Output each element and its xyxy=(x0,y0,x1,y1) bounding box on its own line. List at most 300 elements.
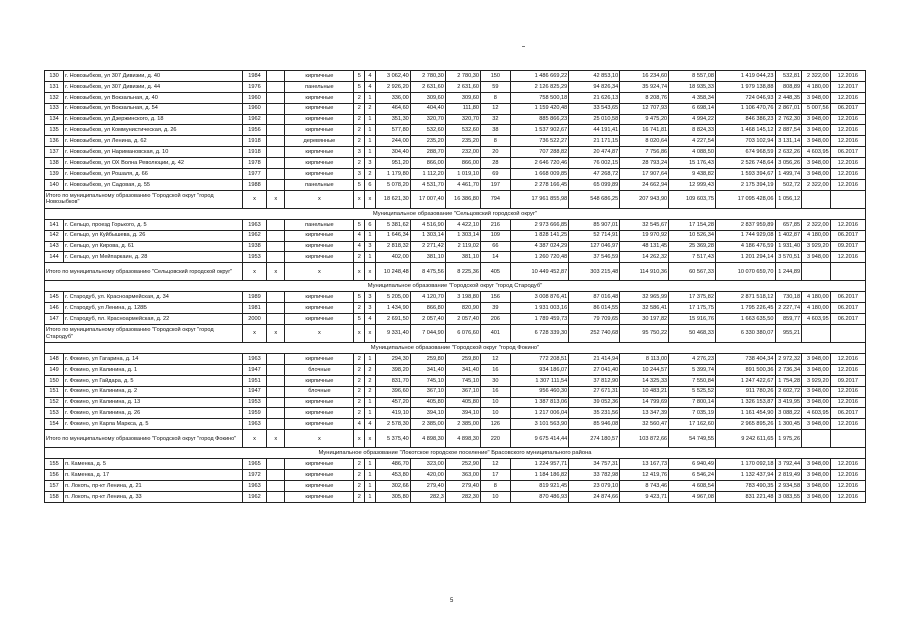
table-cell: 405,80 xyxy=(410,397,445,408)
table-cell: 259,80 xyxy=(410,354,445,365)
table-cell: 8 020,64 xyxy=(620,136,669,147)
table-cell: 3 948,00 xyxy=(802,169,831,180)
table-cell: 16 234,60 xyxy=(620,71,669,82)
table-cell: 94 826,34 xyxy=(569,81,620,92)
table-cell: 1 668 009,85 xyxy=(510,169,568,180)
table-row xyxy=(45,364,866,375)
table-cell: 150 xyxy=(480,71,510,82)
table-cell: 3 792,44 xyxy=(775,459,802,470)
table-cell xyxy=(267,81,285,92)
table-cell: 309,60 xyxy=(410,92,445,103)
table-row xyxy=(45,470,866,481)
table-cell: 06.2017 xyxy=(830,103,865,114)
table-cell: кирпичные xyxy=(285,303,354,314)
table-cell: 1 307 111,54 xyxy=(510,375,568,386)
table-cell: 06.2017 xyxy=(830,408,865,419)
section-title: Муниципальное образование "Городской округ "город Фокино" xyxy=(45,343,866,354)
table-cell: 1981 xyxy=(242,303,266,314)
table-cell: 1 xyxy=(365,252,376,263)
table-cell: кирпичные xyxy=(285,252,354,263)
table-cell: 157 xyxy=(45,481,64,492)
table-cell: 5 xyxy=(354,81,365,92)
table-cell: 1 xyxy=(365,397,376,408)
table-cell: 724 046,93 xyxy=(715,92,775,103)
table-row xyxy=(45,92,866,103)
table-cell: кирпичные xyxy=(285,92,354,103)
table-cell: 59 xyxy=(480,81,510,92)
table-cell: 404,40 xyxy=(410,103,445,114)
table-cell: 2000 xyxy=(242,314,266,325)
table-cell: 6 546,24 xyxy=(669,470,716,481)
table-cell: 1953 xyxy=(242,252,266,263)
table-cell: 2 xyxy=(365,364,376,375)
table-cell: 4 xyxy=(354,241,365,252)
total-x: х xyxy=(285,263,354,281)
table-cell: 4 461,70 xyxy=(445,179,480,190)
table-cell: 3 948,00 xyxy=(802,491,831,502)
table-cell: г. Фокино, ул Калинина, д. 13 xyxy=(64,397,243,408)
table-cell: 27 041,40 xyxy=(569,364,620,375)
table-cell: 405,80 xyxy=(445,397,480,408)
table-cell: 6 xyxy=(365,179,376,190)
table-cell: 79 709,65 xyxy=(569,314,620,325)
section-header-row xyxy=(45,343,866,354)
total-fund-4: 9 242 611,65 xyxy=(715,430,775,448)
table-cell: 37 812,90 xyxy=(569,375,620,386)
table-cell: 32 965,99 xyxy=(620,292,669,303)
table-cell: 35 231,56 xyxy=(569,408,620,419)
table-cell: 657,85 xyxy=(775,219,802,230)
table-cell: 12.2016 xyxy=(830,71,865,82)
total-x: х xyxy=(285,430,354,448)
table-cell: блочные xyxy=(285,386,354,397)
table-cell: 1 xyxy=(365,230,376,241)
table-cell: 398,20 xyxy=(375,364,410,375)
table-cell: 14 262,32 xyxy=(620,252,669,263)
total-x: х xyxy=(354,325,365,343)
table-cell: 152 xyxy=(45,397,64,408)
table-cell: 4 967,08 xyxy=(669,491,716,502)
table-cell: 1 xyxy=(365,408,376,419)
table-cell: 4 186 476,59 xyxy=(715,241,775,252)
table-cell: 3 948,00 xyxy=(802,397,831,408)
table-cell: 4 180,00 xyxy=(802,292,831,303)
table-cell: 3 xyxy=(365,158,376,169)
table-cell: 1 744 929,08 xyxy=(715,230,775,241)
table-cell: 859,77 xyxy=(775,314,802,325)
table-cell: г. Новозыбков, ул ОХ Волна Революции, д. 42 xyxy=(64,158,243,169)
total-empty xyxy=(830,430,865,448)
table-row xyxy=(45,147,866,158)
table-cell: 132 xyxy=(45,92,64,103)
table-cell: 951,20 xyxy=(375,158,410,169)
table-cell: 3 008 876,41 xyxy=(510,292,568,303)
table-cell: 8 113,00 xyxy=(620,354,669,365)
table-cell: 302,66 xyxy=(375,481,410,492)
table-cell xyxy=(267,136,285,147)
table-cell: 2 780,30 xyxy=(445,71,480,82)
table-cell: 1976 xyxy=(242,81,266,92)
table-cell: 846 386,23 xyxy=(715,114,775,125)
table-cell: 320,70 xyxy=(445,114,480,125)
table-cell: 143 xyxy=(45,241,64,252)
table-cell: 17 175,75 xyxy=(669,303,716,314)
table-cell: 1963 xyxy=(242,354,266,365)
table-row xyxy=(45,397,866,408)
table-cell: 1959 xyxy=(242,408,266,419)
total-unit-cost: 1 975,26 xyxy=(775,430,802,448)
table-row xyxy=(45,292,866,303)
total-empty xyxy=(830,263,865,281)
table-cell: деревянные xyxy=(285,136,354,147)
table-row xyxy=(45,179,866,190)
table-cell: г. Фокино, ул Калинина, д. 1 xyxy=(64,364,243,375)
table-cell: 12.2016 xyxy=(830,491,865,502)
table-cell: 3 062,40 xyxy=(375,71,410,82)
table-cell: г. Новозыбков, ул Дзержинского, д. 18 xyxy=(64,114,243,125)
total-x: х xyxy=(285,190,354,208)
table-cell: 12 419,76 xyxy=(620,470,669,481)
table-cell: 2 867,01 xyxy=(775,103,802,114)
table-cell: 2 xyxy=(365,386,376,397)
table-cell: 2 780,30 xyxy=(410,71,445,82)
table-cell: 10 xyxy=(480,408,510,419)
total-area-premises: 8 475,56 xyxy=(410,263,445,281)
table-cell: кирпичные xyxy=(285,408,354,419)
table-cell: 703 102,94 xyxy=(715,136,775,147)
table-cell: 3 198,80 xyxy=(445,292,480,303)
table-row xyxy=(45,125,866,136)
table-cell: 32 xyxy=(480,114,510,125)
table-cell: кирпичные xyxy=(285,491,354,502)
table-cell: 8 xyxy=(480,136,510,147)
table-cell: 1962 xyxy=(242,114,266,125)
table-cell: 2 887,54 xyxy=(775,125,802,136)
table-cell: 2 126 825,29 xyxy=(510,81,568,92)
table-cell: 216 xyxy=(480,219,510,230)
table-cell xyxy=(267,71,285,82)
table-cell: 06.2017 xyxy=(830,147,865,158)
table-cell: 1 xyxy=(365,481,376,492)
table-cell: кирпичные xyxy=(285,459,354,470)
table-cell: 305,80 xyxy=(375,491,410,502)
table-cell: 1953 xyxy=(242,397,266,408)
table-cell: 2 578,30 xyxy=(375,419,410,430)
table-cell: 2 xyxy=(365,169,376,180)
total-x: х xyxy=(365,325,376,343)
table-row xyxy=(45,408,866,419)
table-cell: 259,80 xyxy=(445,354,480,365)
table-cell: 12.2016 xyxy=(830,136,865,147)
table-cell: 2 xyxy=(354,481,365,492)
table-cell xyxy=(267,292,285,303)
table-cell: 12 xyxy=(480,103,510,114)
table-cell: 13 347,39 xyxy=(620,408,669,419)
table-cell: 419,10 xyxy=(375,408,410,419)
table-cell: 1962 xyxy=(242,491,266,502)
table-cell: 8 824,33 xyxy=(669,125,716,136)
table-cell: 3 xyxy=(365,303,376,314)
table-cell: 5 xyxy=(354,71,365,82)
table-cell: г. Фокино, ул Калинина, д. 2 xyxy=(64,386,243,397)
table-cell: г. Сельцо, ул Куйбышева, д. 26 xyxy=(64,230,243,241)
table-cell: 30 197,82 xyxy=(620,314,669,325)
table-cell: 136 xyxy=(45,136,64,147)
table-cell: 1 xyxy=(365,114,376,125)
table-cell xyxy=(267,230,285,241)
table-cell: 4 603,95 xyxy=(802,147,831,158)
total-label: Итого по муниципальному образованию "Городской округ "город Фокино" xyxy=(45,430,243,448)
table-cell: 7 800,14 xyxy=(669,397,716,408)
table-cell: 2 762,30 xyxy=(775,114,802,125)
table-cell: 457,20 xyxy=(375,397,410,408)
table-cell: 3 088,22 xyxy=(775,408,802,419)
table-cell: 2 972,32 xyxy=(775,354,802,365)
table-row xyxy=(45,81,866,92)
table-cell: 2 xyxy=(354,92,365,103)
table-cell: 3 948,00 xyxy=(802,114,831,125)
table-cell: п. Каменка, д. 5 xyxy=(64,459,243,470)
table-cell: панельные xyxy=(285,219,354,230)
table-cell: 47 268,72 xyxy=(569,169,620,180)
total-fund-2: 95 750,22 xyxy=(620,325,669,343)
table-cell xyxy=(267,354,285,365)
table-cell: 1 303,14 xyxy=(410,230,445,241)
table-cell: 12.2016 xyxy=(830,459,865,470)
table-row xyxy=(45,114,866,125)
table-cell xyxy=(267,158,285,169)
table-cell: 532,60 xyxy=(445,125,480,136)
table-cell: 12.2016 xyxy=(830,364,865,375)
table-cell: 279,40 xyxy=(445,481,480,492)
table-cell: 30 xyxy=(480,375,510,386)
table-cell: 1918 xyxy=(242,147,266,158)
table-cell xyxy=(267,364,285,375)
table-cell: 09.2017 xyxy=(830,241,865,252)
total-unit-cost: 1 244,89 xyxy=(775,263,802,281)
table-cell xyxy=(267,419,285,430)
table-cell: 14 799,69 xyxy=(620,397,669,408)
table-cell xyxy=(267,491,285,502)
table-cell: 15 176,43 xyxy=(669,158,716,169)
table-cell: г. Стародуб, ул. Красноармейская, д. 34 xyxy=(64,292,243,303)
table-cell: 1 019,10 xyxy=(445,169,480,180)
total-fund-4: 17 095 428,06 xyxy=(715,190,775,208)
table-cell: 831,70 xyxy=(375,375,410,386)
table-cell: 12.2016 xyxy=(830,114,865,125)
document-sheet xyxy=(44,70,866,503)
table-cell: 1 326 153,87 xyxy=(715,397,775,408)
table-cell: 16 741,81 xyxy=(620,125,669,136)
housing-register-table xyxy=(44,70,866,503)
table-cell: 1 159 420,48 xyxy=(510,103,568,114)
table-cell: 32 560,47 xyxy=(620,419,669,430)
table-cell: 206 xyxy=(480,314,510,325)
table-cell: 367,10 xyxy=(410,386,445,397)
table-cell: 12 xyxy=(480,459,510,470)
table-cell: 17 162,60 xyxy=(669,419,716,430)
table-cell: 2 448,35 xyxy=(775,92,802,103)
table-cell: 2 602,72 xyxy=(775,386,802,397)
table-cell: 1972 xyxy=(242,470,266,481)
table-cell: 3 056,26 xyxy=(775,158,802,169)
page-number: 5 xyxy=(450,598,454,604)
table-cell: 934 186,07 xyxy=(510,364,568,375)
table-cell: 140 xyxy=(45,179,64,190)
table-cell: 158 xyxy=(45,491,64,502)
table-cell: 745,10 xyxy=(410,375,445,386)
table-cell: 21 626,13 xyxy=(569,92,620,103)
table-cell: г. Фокино, ул Гагарина, д. 14 xyxy=(64,354,243,365)
total-empty xyxy=(830,190,865,208)
table-cell: 1938 xyxy=(242,241,266,252)
table-cell: 831 221,48 xyxy=(715,491,775,502)
table-cell: 1 132 437,94 xyxy=(715,470,775,481)
table-cell: 126 xyxy=(480,419,510,430)
table-cell: 1947 xyxy=(242,364,266,375)
table-cell: 135 xyxy=(45,125,64,136)
table-cell: 37 546,59 xyxy=(569,252,620,263)
table-cell: 20 474,87 xyxy=(569,147,620,158)
table-cell: 2 631,60 xyxy=(410,81,445,92)
total-cost: 6 728 339,30 xyxy=(510,325,568,343)
table-cell: кирпичные xyxy=(285,230,354,241)
table-cell: 4 276,23 xyxy=(669,354,716,365)
table-cell: 1 xyxy=(365,470,376,481)
table-cell: 12 707,93 xyxy=(620,103,669,114)
table-cell: 153 xyxy=(45,408,64,419)
table-cell: 2 819,49 xyxy=(775,470,802,481)
table-cell: г. Новозыбков, ул Вокзальная, д. 40 xyxy=(64,92,243,103)
total-label: Итого по муниципальному образованию "Городской округ "город Стародуб" xyxy=(45,325,243,343)
table-cell: 891 500,36 xyxy=(715,364,775,375)
table-cell: г. Новозыбков, ул Наримановская, д. 10 xyxy=(64,147,243,158)
table-cell: 9 438,82 xyxy=(669,169,716,180)
table-cell: 1 260 720,48 xyxy=(510,252,568,263)
table-row xyxy=(45,354,866,365)
table-body xyxy=(45,71,866,503)
table-cell: 808,89 xyxy=(775,81,802,92)
total-area-residential: 4 898,30 xyxy=(445,430,480,448)
table-cell: 5 525,52 xyxy=(669,386,716,397)
total-x: х xyxy=(267,325,285,343)
table-cell: г. Фокино, ул Гайдара, д. 5 xyxy=(64,375,243,386)
table-cell: 1 xyxy=(365,354,376,365)
table-cell: 8 xyxy=(480,481,510,492)
table-cell: блочные xyxy=(285,364,354,375)
table-cell: 06.2017 xyxy=(830,292,865,303)
total-x: х xyxy=(242,190,266,208)
table-cell: 532,81 xyxy=(775,71,802,82)
table-cell: 304,40 xyxy=(375,147,410,158)
table-cell: кирпичные xyxy=(285,147,354,158)
table-cell: 10 xyxy=(480,491,510,502)
table-cell: 39 xyxy=(480,303,510,314)
table-cell: 1960 xyxy=(242,103,266,114)
table-cell: 2 691,50 xyxy=(375,314,410,325)
table-cell: г. Фокино, ул Калинина, д. 26 xyxy=(64,408,243,419)
table-row xyxy=(45,103,866,114)
total-x: х xyxy=(354,190,365,208)
table-cell: 2 057,40 xyxy=(410,314,445,325)
table-cell: г. Новозыбков, ул 307 Дивизии, д. 40 xyxy=(64,71,243,82)
table-cell: 2 322,00 xyxy=(802,219,831,230)
total-fund-3: 109 603,75 xyxy=(669,190,716,208)
table-cell: 17 907,64 xyxy=(620,169,669,180)
table-cell: 15 916,76 xyxy=(669,314,716,325)
table-cell: 5 078,20 xyxy=(375,179,410,190)
table-cell: 2 227,74 xyxy=(775,303,802,314)
table-cell: 4 xyxy=(365,314,376,325)
table-cell: 6 xyxy=(365,219,376,230)
table-cell xyxy=(267,375,285,386)
table-cell: 06.2017 xyxy=(830,303,865,314)
table-cell: 820,90 xyxy=(445,303,480,314)
table-cell: 32 586,41 xyxy=(620,303,669,314)
table-cell: кирпичные xyxy=(285,397,354,408)
table-cell: 69 xyxy=(480,169,510,180)
table-cell xyxy=(267,125,285,136)
table-cell: 2 322,00 xyxy=(802,71,831,82)
table-cell xyxy=(267,147,285,158)
table-cell: 20 xyxy=(480,147,510,158)
table-cell: 10 xyxy=(480,397,510,408)
table-cell: 1 112,20 xyxy=(410,169,445,180)
table-cell: 5 xyxy=(354,292,365,303)
total-cost: 9 675 414,44 xyxy=(510,430,568,448)
table-cell: 137 xyxy=(45,147,64,158)
table-cell: г. Новозыбков, ул 307 Дивизии, д. 44 xyxy=(64,81,243,92)
table-cell: п. Локоть, пр-кт Ленина, д. 33 xyxy=(64,491,243,502)
table-cell: 341,40 xyxy=(410,364,445,375)
table-cell: 1984 xyxy=(242,71,266,82)
table-cell: 19 970,92 xyxy=(620,230,669,241)
table-cell: 17 154,28 xyxy=(669,219,716,230)
table-cell: 1 201 294,14 xyxy=(715,252,775,263)
table-cell: 956 460,30 xyxy=(510,386,568,397)
total-unit-cost: 955,21 xyxy=(775,325,802,343)
table-row xyxy=(45,230,866,241)
table-cell: 33 782,98 xyxy=(569,470,620,481)
table-cell: кирпичные xyxy=(285,354,354,365)
total-label: Итого по муниципальному образованию "Городской округ "город Новозыбков" xyxy=(45,190,243,208)
table-cell: 146 xyxy=(45,303,64,314)
total-row xyxy=(45,325,866,343)
table-cell: 13 167,73 xyxy=(620,459,669,470)
table-cell: 4 227,54 xyxy=(669,136,716,147)
table-cell: 2 xyxy=(354,252,365,263)
table-cell: 758 500,18 xyxy=(510,92,568,103)
table-cell: 145 xyxy=(45,292,64,303)
table-cell: 4 516,90 xyxy=(410,219,445,230)
table-cell: 133 xyxy=(45,103,64,114)
table-cell: 6 698,14 xyxy=(669,103,716,114)
table-cell: 1 419 044,23 xyxy=(715,71,775,82)
table-cell: 144 xyxy=(45,252,64,263)
table-cell: 2 934,58 xyxy=(775,481,802,492)
table-cell xyxy=(267,179,285,190)
table-cell: 394,10 xyxy=(410,408,445,419)
table-cell: 2 xyxy=(354,354,365,365)
table-cell: 87 016,48 xyxy=(569,292,620,303)
table-cell: 151 xyxy=(45,386,64,397)
total-area-total: 5 375,40 xyxy=(375,430,410,448)
total-fund-4: 10 070 659,70 xyxy=(715,263,775,281)
table-cell: 197 xyxy=(480,179,510,190)
table-cell: 745,10 xyxy=(445,375,480,386)
table-cell: 42 853,10 xyxy=(569,71,620,82)
table-cell: 10 483,21 xyxy=(620,386,669,397)
